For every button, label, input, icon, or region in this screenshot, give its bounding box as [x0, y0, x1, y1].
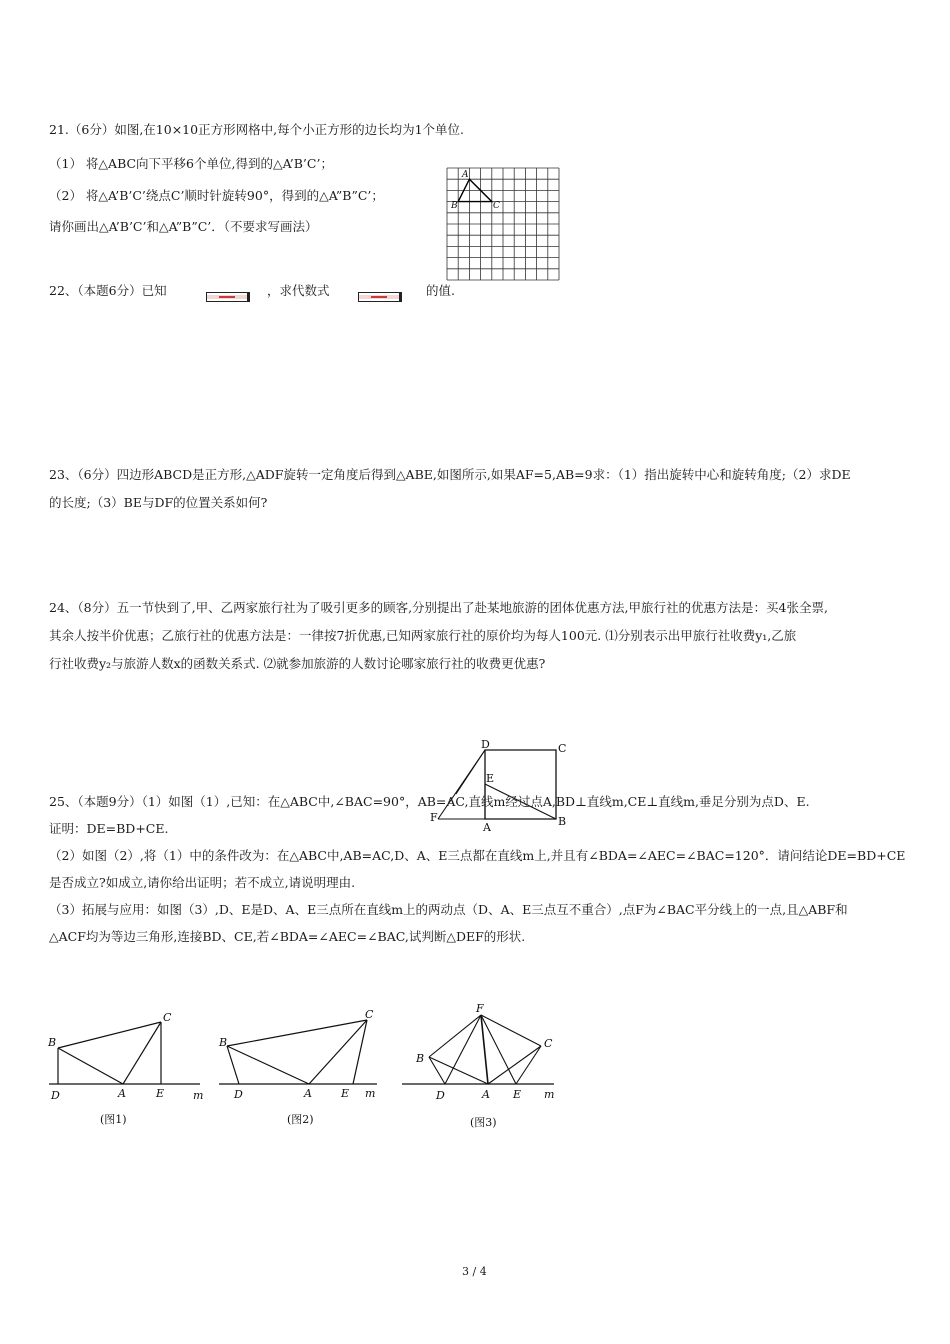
fig2-label-e: E: [341, 1087, 350, 1100]
label-b: B: [558, 815, 567, 828]
fig3-label-b: B: [416, 1052, 425, 1065]
label-e: E: [486, 772, 495, 785]
q21-item1: （1） 将△ABC向下平移6个单位,得到的△A’B’C’；: [49, 156, 333, 171]
fig3-label-m: m: [544, 1088, 555, 1101]
fig2-label-m: m: [365, 1087, 376, 1100]
q22-middle: ，求代数式: [267, 283, 330, 298]
fig3-caption: (图3): [470, 1116, 497, 1129]
formula-image-1: [206, 292, 250, 302]
q25-line1: 25、（本题9分）（1）如图（1）,已知：在△ABC中,∠BAC=90°，AB=AC,直线m经过点A,BD⊥直线m,CE⊥直线m,垂足分别为点D、E.: [49, 794, 810, 809]
fig3-label-c: C: [544, 1037, 553, 1050]
fig2-label-c: C: [365, 1008, 374, 1021]
fig2-label-b: B: [219, 1036, 228, 1049]
formula-image-2: [358, 292, 402, 302]
label-f: F: [430, 811, 438, 824]
q24-line3: 行社收费y₂与旅游人数x的函数关系式. ⑵就参加旅游的人数讨论哪家旅行社的收费更优惠?: [49, 656, 546, 671]
q23-line1: 23、（6分）四边形ABCD是正方形,△ADF旋转一定角度后得到△ABE,如图所示,如果AF=5,AB=9求：（1）指出旋转中心和旋转角度;（2）求DE: [49, 467, 851, 482]
fig1-caption: (图1): [100, 1113, 127, 1126]
fig1-label-c: C: [163, 1011, 172, 1024]
fig1-label-d: D: [51, 1089, 60, 1102]
page-number: 3 / 4: [462, 1265, 487, 1278]
q23-line2: 的长度;（3）BE与DF的位置关系如何?: [49, 495, 268, 510]
q24-square-figure: [428, 737, 568, 837]
q21-item3: 请你画出△A’B’C’和△A”B”C’．（不要求写画法）: [49, 219, 318, 234]
fig3-label-f: F: [476, 1002, 484, 1015]
q24-line2: 其余人按半价优惠；乙旅行社的优惠方法是：一律按7折优惠,已知两家旅行社的原价均为每人100元. ⑴分别表示出甲旅行社收费y₁,乙旅: [49, 628, 797, 643]
fig1-label-a: A: [118, 1087, 126, 1100]
q25-line2: 证明：DE=BD+CE.: [49, 821, 169, 836]
q22-prefix: 22、（本题6分）已知: [49, 283, 167, 298]
q22-suffix: 的值.: [426, 283, 455, 298]
fig1-label-b: B: [48, 1036, 57, 1049]
fig2-caption: (图2): [287, 1113, 314, 1126]
label-a: A: [483, 821, 491, 834]
label-c: C: [558, 742, 567, 755]
q25-line4: 是否成立?如成立,请你给出证明；若不成立,请说明理由.: [49, 875, 356, 890]
q21-grid-figure: [447, 168, 567, 288]
label-d: D: [481, 738, 490, 751]
q24-line1: 24、（8分）五一节快到了,甲、乙两家旅行社为了吸引更多的顾客,分别提出了赴某地旅游的团体优惠方法,甲旅行社的优惠方法是：买4张全票,: [49, 600, 828, 615]
fig3-label-d: D: [436, 1089, 445, 1102]
fig3-label-e: E: [513, 1088, 522, 1101]
figure-3: [400, 1000, 570, 1130]
fig3-label-a: A: [482, 1088, 490, 1101]
segment-df-extra: [456, 750, 485, 794]
q25-line5: （3）拓展与应用：如图（3）,D、E是D、A、E三点所在直线m上的两动点（D、A、E三点互不重合）,点F为∠BAC平分线上的一点,且△ABF和: [49, 902, 848, 917]
label-a: A: [462, 170, 469, 180]
q25-line6: △ACF均为等边三角形,连接BD、CE,若∠BDA=∠AEC=∠BAC,试判断△DEF的形状.: [49, 929, 526, 944]
fig2-label-a: A: [304, 1087, 312, 1100]
label-c: C: [493, 201, 500, 211]
q21-title: 21.（6分）如图,在10×10正方形网格中,每个小正方形的边长均为1个单位.: [49, 122, 464, 137]
figure-2: [215, 1007, 385, 1127]
fig1-label-e: E: [156, 1087, 165, 1100]
fig1-label-m: m: [193, 1089, 204, 1102]
q25-line3: （2）如图（2）,将（1）中的条件改为：在△ABC中,AB=AC,D、A、E三点都在直线m上,并且有∠BDA=∠AEC=∠BAC=120°．请问结论DE=BD+CE: [49, 848, 906, 863]
q21-item2: （2） 将△A’B’C’绕点C’顺时针旋转90°，得到的△A”B”C’；: [49, 188, 384, 203]
figure-1: [45, 1010, 215, 1130]
fig2-label-d: D: [234, 1088, 243, 1101]
label-b: B: [451, 201, 458, 211]
